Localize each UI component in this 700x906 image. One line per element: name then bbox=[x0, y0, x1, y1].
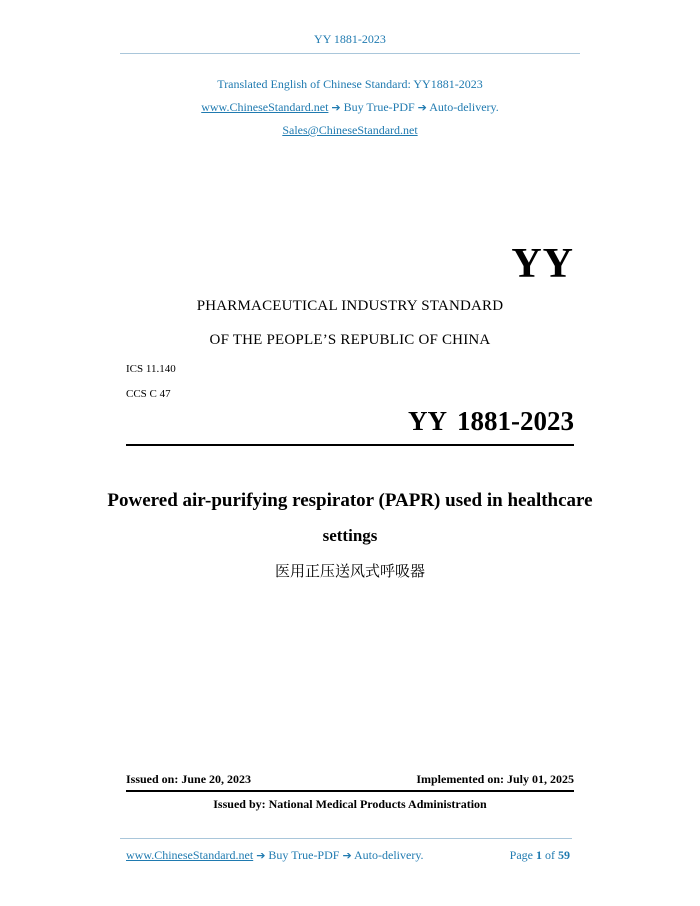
arrow-right-icon: ➔ bbox=[417, 101, 427, 114]
sales-email-link[interactable]: Sales@ChineseStandard.net bbox=[282, 123, 418, 137]
buy-text: Buy True-PDF bbox=[343, 100, 415, 114]
page-of: of bbox=[545, 848, 555, 862]
arrow-right-icon: ➔ bbox=[342, 849, 352, 862]
arrow-right-icon: ➔ bbox=[331, 101, 341, 114]
footer-site-link[interactable]: www.ChineseStandard.net bbox=[126, 848, 254, 862]
page-current: 1 bbox=[536, 848, 542, 862]
standard-number-rule bbox=[126, 444, 574, 446]
standard-prefix: YY bbox=[408, 406, 447, 436]
yy-logo: YY bbox=[511, 241, 574, 287]
implemented-date: Implemented on: July 01, 2025 bbox=[416, 772, 574, 786]
email-line bbox=[0, 123, 700, 138]
arrow-right-icon: ➔ bbox=[256, 849, 266, 862]
ccs-code: CCS C 47 bbox=[126, 388, 171, 400]
header-divider bbox=[120, 53, 580, 54]
page-label: Page bbox=[509, 848, 533, 862]
standard-number bbox=[408, 406, 574, 437]
site-link[interactable]: www.ChineseStandard.net bbox=[201, 100, 329, 114]
footer-promo bbox=[126, 848, 424, 863]
issuer: Issued by: National Medical Products Administration bbox=[213, 797, 487, 811]
translation-notice: Translated English of Chinese Standard: YY1881-2023 bbox=[217, 77, 483, 91]
document-title-line1: Powered air-purifying respirator (PAPR) used in healthcare bbox=[107, 490, 593, 511]
promo-line bbox=[0, 100, 700, 115]
standard-category-line2: OF THE PEOPLE’S REPUBLIC OF CHINA bbox=[209, 332, 491, 348]
footer-buy-text: Buy True-PDF bbox=[268, 848, 340, 862]
footer-divider bbox=[120, 838, 572, 839]
page-indicator bbox=[510, 848, 570, 863]
standard-code: 1881-2023 bbox=[457, 406, 574, 436]
delivery-text: Auto-delivery. bbox=[429, 100, 499, 114]
document-title-line2: settings bbox=[322, 526, 378, 545]
issued-date: Issued on: June 20, 2023 bbox=[126, 772, 252, 786]
footer-delivery-text: Auto-delivery. bbox=[354, 848, 424, 862]
page-total: 59 bbox=[558, 848, 570, 862]
ics-code: ICS 11.140 bbox=[126, 363, 176, 375]
running-header: YY 1881-2023 bbox=[314, 32, 386, 46]
issued-rule bbox=[126, 790, 574, 792]
standard-category-line1: PHARMACEUTICAL INDUSTRY STANDARD bbox=[196, 298, 504, 314]
document-title-chinese: 医用正压送风式呼吸器 bbox=[274, 562, 425, 580]
